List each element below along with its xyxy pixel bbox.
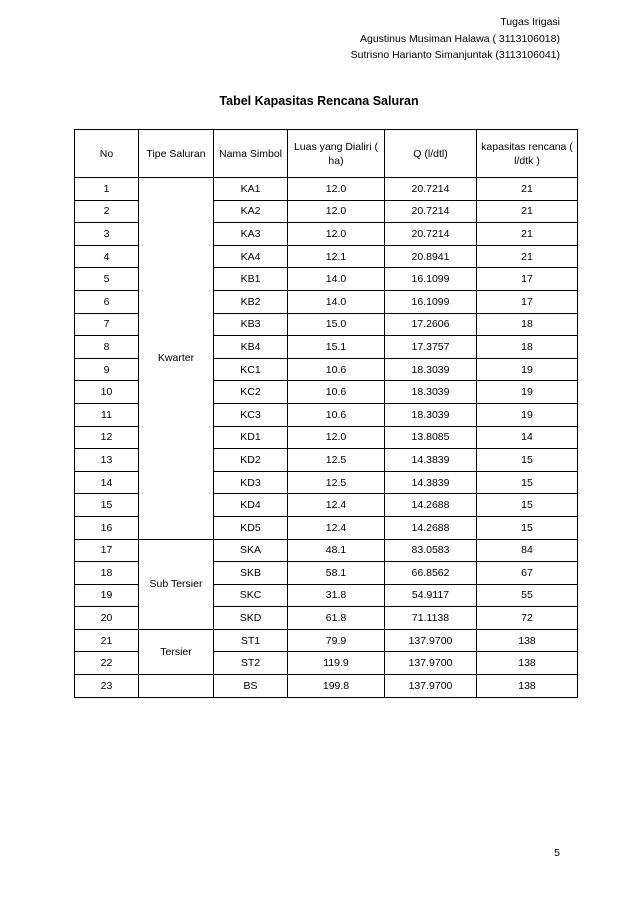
cell-nama-simbol: SKB [214, 562, 288, 585]
cell-kapasitas: 67 [477, 562, 578, 585]
cell-q: 14.2688 [385, 516, 477, 539]
cell-no: 14 [75, 471, 139, 494]
cell-q: 137.9700 [385, 675, 477, 698]
cell-nama-simbol: ST1 [214, 629, 288, 652]
cell-luas: 12.1 [288, 245, 385, 268]
cell-no: 10 [75, 381, 139, 404]
cell-q: 16.1099 [385, 268, 477, 291]
col-kapasitas: kapasitas rencana ( l/dtk ) [477, 130, 578, 178]
cell-nama-simbol: KA2 [214, 200, 288, 223]
table-body [75, 178, 578, 698]
cell-nama-simbol: KD5 [214, 516, 288, 539]
cell-luas: 31.8 [288, 584, 385, 607]
cell-luas: 12.5 [288, 471, 385, 494]
cell-kapasitas: 21 [477, 245, 578, 268]
cell-no: 8 [75, 336, 139, 359]
cell-nama-simbol: KB2 [214, 290, 288, 313]
col-nama-simbol: Nama Simbol [214, 130, 288, 178]
cell-luas: 58.1 [288, 562, 385, 585]
cell-kapasitas: 138 [477, 652, 578, 675]
col-q: Q (l/dtl) [385, 130, 477, 178]
cell-q: 14.3839 [385, 449, 477, 472]
document-header [351, 14, 560, 64]
cell-no: 7 [75, 313, 139, 336]
cell-kapasitas: 138 [477, 675, 578, 698]
cell-no: 18 [75, 562, 139, 585]
course-title: Tugas Irigasi [500, 16, 560, 28]
cell-kapasitas: 15 [477, 449, 578, 472]
cell-luas: 12.0 [288, 200, 385, 223]
cell-luas: 12.4 [288, 516, 385, 539]
cell-nama-simbol: KA3 [214, 223, 288, 246]
cell-kapasitas: 138 [477, 629, 578, 652]
table-header-row [75, 130, 578, 178]
cell-q: 14.3839 [385, 471, 477, 494]
cell-no: 4 [75, 245, 139, 268]
cell-luas: 10.6 [288, 358, 385, 381]
cell-no: 20 [75, 607, 139, 630]
cell-q: 17.2606 [385, 313, 477, 336]
cell-luas: 10.6 [288, 403, 385, 426]
author-1: Agustinus Musiman Halawa ( 3113106018) [359, 32, 560, 45]
cell-q: 13.8085 [385, 426, 477, 449]
cell-kapasitas: 19 [477, 403, 578, 426]
table-row [75, 178, 578, 201]
table-row [75, 675, 578, 698]
cell-no: 5 [75, 268, 139, 291]
cell-kapasitas: 72 [477, 607, 578, 630]
cell-no: 23 [75, 675, 139, 698]
cell-q: 137.9700 [385, 652, 477, 675]
cell-tipe-saluran: Kwarter [139, 178, 214, 540]
cell-q: 16.1099 [385, 290, 477, 313]
page-number: 5 [554, 847, 560, 859]
cell-q: 54.9117 [385, 584, 477, 607]
cell-q: 66.8562 [385, 562, 477, 585]
cell-kapasitas: 21 [477, 178, 578, 201]
cell-luas: 12.0 [288, 426, 385, 449]
cell-q: 17.3757 [385, 336, 477, 359]
cell-luas: 48.1 [288, 539, 385, 562]
cell-no: 6 [75, 290, 139, 313]
cell-kapasitas: 14 [477, 426, 578, 449]
cell-luas: 12.0 [288, 223, 385, 246]
cell-q: 18.3039 [385, 358, 477, 381]
cell-no: 2 [75, 200, 139, 223]
cell-nama-simbol: KA1 [214, 178, 288, 201]
cell-no: 9 [75, 358, 139, 381]
col-luas: Luas yang Dialiri ( ha) [288, 130, 385, 178]
cell-kapasitas: 17 [477, 268, 578, 291]
cell-nama-simbol: SKC [214, 584, 288, 607]
table-row [75, 539, 578, 562]
capacity-table [74, 129, 578, 698]
cell-nama-simbol: KD1 [214, 426, 288, 449]
cell-luas: 12.0 [288, 178, 385, 201]
cell-kapasitas: 17 [477, 290, 578, 313]
table-title: Tabel Kapasitas Rencana Saluran [219, 94, 419, 108]
cell-q: 18.3039 [385, 403, 477, 426]
cell-luas: 15.1 [288, 336, 385, 359]
cell-nama-simbol: KB1 [214, 268, 288, 291]
cell-tipe-saluran [139, 675, 214, 698]
cell-kapasitas: 55 [477, 584, 578, 607]
cell-q: 18.3039 [385, 381, 477, 404]
cell-kapasitas: 19 [477, 358, 578, 381]
cell-nama-simbol: KB3 [214, 313, 288, 336]
cell-kapasitas: 15 [477, 516, 578, 539]
cell-no: 13 [75, 449, 139, 472]
cell-q: 20.7214 [385, 178, 477, 201]
cell-luas: 12.4 [288, 494, 385, 517]
cell-q: 14.2688 [385, 494, 477, 517]
cell-kapasitas: 19 [477, 381, 578, 404]
cell-q: 20.7214 [385, 223, 477, 246]
cell-no: 17 [75, 539, 139, 562]
cell-nama-simbol: ST2 [214, 652, 288, 675]
cell-kapasitas: 18 [477, 313, 578, 336]
cell-nama-simbol: KB4 [214, 336, 288, 359]
cell-kapasitas: 21 [477, 200, 578, 223]
author-2: Sutrisno Harianto Simanjuntak (3113106041) [350, 49, 560, 61]
cell-luas: 10.6 [288, 381, 385, 404]
cell-q: 83.0583 [385, 539, 477, 562]
cell-nama-simbol: KD4 [214, 494, 288, 517]
cell-no: 16 [75, 516, 139, 539]
cell-no: 12 [75, 426, 139, 449]
cell-tipe-saluran: Sub Tersier [139, 539, 214, 629]
cell-kapasitas: 84 [477, 539, 578, 562]
cell-no: 19 [75, 584, 139, 607]
cell-q: 20.7214 [385, 200, 477, 223]
cell-q: 71.1138 [385, 607, 477, 630]
cell-luas: 14.0 [288, 290, 385, 313]
cell-luas: 199.8 [288, 675, 385, 698]
cell-nama-simbol: KC3 [214, 403, 288, 426]
cell-nama-simbol: KC2 [214, 381, 288, 404]
cell-nama-simbol: KD3 [214, 471, 288, 494]
cell-no: 21 [75, 629, 139, 652]
cell-q: 137.9700 [385, 629, 477, 652]
cell-nama-simbol: BS [214, 675, 288, 698]
cell-luas: 15.0 [288, 313, 385, 336]
cell-nama-simbol: SKA [214, 539, 288, 562]
cell-luas: 61.8 [288, 607, 385, 630]
cell-kapasitas: 15 [477, 494, 578, 517]
cell-no: 22 [75, 652, 139, 675]
cell-luas: 79.9 [288, 629, 385, 652]
cell-no: 1 [75, 178, 139, 201]
cell-luas: 119.9 [288, 652, 385, 675]
cell-no: 3 [75, 223, 139, 246]
cell-nama-simbol: KA4 [214, 245, 288, 268]
table-row [75, 629, 578, 652]
cell-q: 20.8941 [385, 245, 477, 268]
cell-luas: 14.0 [288, 268, 385, 291]
cell-kapasitas: 21 [477, 223, 578, 246]
cell-kapasitas: 15 [477, 471, 578, 494]
cell-nama-simbol: KC1 [214, 358, 288, 381]
cell-nama-simbol: KD2 [214, 449, 288, 472]
cell-no: 15 [75, 494, 139, 517]
cell-no: 11 [75, 403, 139, 426]
cell-nama-simbol: SKD [214, 607, 288, 630]
col-no: No [75, 130, 139, 178]
cell-kapasitas: 18 [477, 336, 578, 359]
cell-luas: 12.5 [288, 449, 385, 472]
col-tipe-saluran: Tipe Saluran [139, 130, 214, 178]
cell-tipe-saluran: Tersier [139, 629, 214, 674]
